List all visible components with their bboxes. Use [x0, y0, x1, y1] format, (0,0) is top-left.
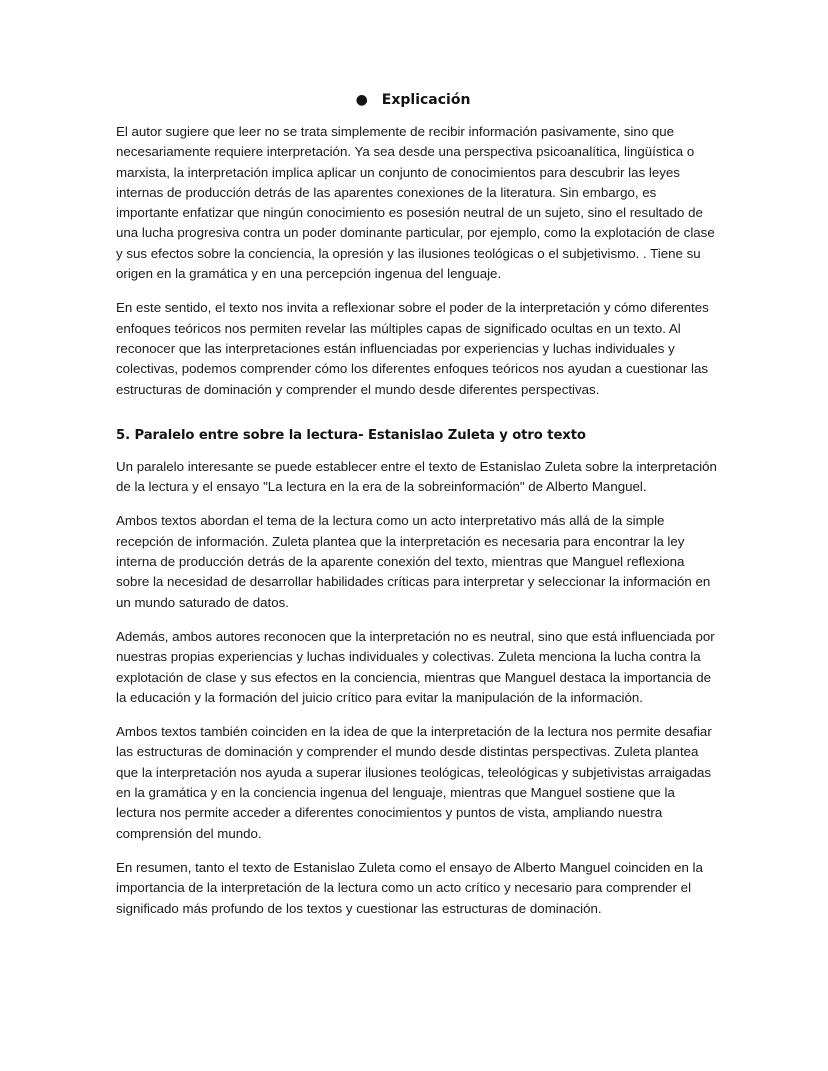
- explicacion-paragraph-2: En este sentido, el texto nos invita a reflexionar sobre el poder de la interpretación y cómo diferentes enfoques teóricos nos permiten revelar las múltiples capas de significado ocultas en un texto. Al reconocer que las interpretaciones están influenciadas por experiencias y luchas individuales y colectivas, podemos comprender cómo los diferentes enfoques teóricos nos ayudan a cuestionar las estructuras de dominación y comprender el mundo desde diferentes perspectivas.: [116, 300, 709, 397]
- bullet-icon: ●: [355, 92, 368, 108]
- paralelo-paragraph-1: Un paralelo interesante se puede establecer entre el texto de Estanislao Zuleta sobre la interpretación de la lectura y el ensayo "La lectura en la era de la sobreinformación" de Alberto Manguel.: [116, 458, 717, 495]
- explicacion-heading-text: Explicación: [381, 92, 471, 108]
- paralelo-paragraph-2: Ambos textos abordan el tema de la lectura como un acto interpretativo más allá de la simple recepción de información. Zuleta plantea que la interpretación es necesaria para encontrar la ley interna de producción detrás de la aparente conexión del texto, mientras que Manguel reflexiona sobre la necesidad de desarrollar habilidades críticas para interpretar y seleccionar la información en un mundo saturado de datos.: [116, 513, 711, 610]
- explicacion-heading: [116, 92, 718, 108]
- paralelo-paragraph-4: Ambos textos también coinciden en la idea de que la interpretación de la lectura nos permite desafiar las estructuras de dominación y comprender el mundo desde distintas perspectivas. Zuleta plantea que la interpretación nos ayuda a superar ilusiones teológicas, teleológicas y subjetivistas arraigadas en la gramática y en la conciencia ingenua del lenguaje, mientras que Manguel sostiene que la lectura nos permite acceder a diferentes conocimientos y puntos de vista, ampliando nuestra comprensión del mundo.: [116, 724, 712, 841]
- paralelo-paragraph-5: En resumen, tanto el texto de Estanislao Zuleta como el ensayo de Alberto Manguel coinciden en la importancia de la interpretación de la lectura como un acto crítico y necesario para comprender el significado más profundo de los textos y cuestionar las estructuras de dominación.: [116, 859, 703, 916]
- paralelo-paragraph-3: Además, ambos autores reconocen que la interpretación no es neutral, sino que está influenciada por nuestras propias experiencias y luchas individuales y colectivas. Zuleta menciona la lucha contra la explotación de clase y sus efectos en la conciencia, mientras que Manguel destaca la importancia de la educación y la formación del juicio crítico para evitar la manipulación de la información.: [116, 628, 715, 705]
- explicacion-paragraph-1: El autor sugiere que leer no se trata simplemente de recibir información pasivamente, sino que necesariamente requiere interpretación. Ya sea desde una perspectiva psicoanalítica, lingüística o marxista, la interpretación implica aplicar un conjunto de conocimientos para descubrir las leyes internas de producción detrás de las aparentes conexiones de la literatura. Sin embargo, es importante enfatizar que ningún conocimiento es posesión neutral de un sujeto, sino el resultado de una lucha progresiva contra un poder dominante particular, por ejemplo, como la explotación de clase y sus efectos sobre la conciencia, la opresión y las ilusiones teológicas o el subjetivismo. . Tiene su origen en la gramática y en una percepción ingenua del lenguaje.: [116, 124, 715, 282]
- document-content: [116, 92, 718, 933]
- section-5-heading: 5. Paralelo entre sobre la lectura- Estanislao Zuleta y otro texto: [116, 427, 586, 443]
